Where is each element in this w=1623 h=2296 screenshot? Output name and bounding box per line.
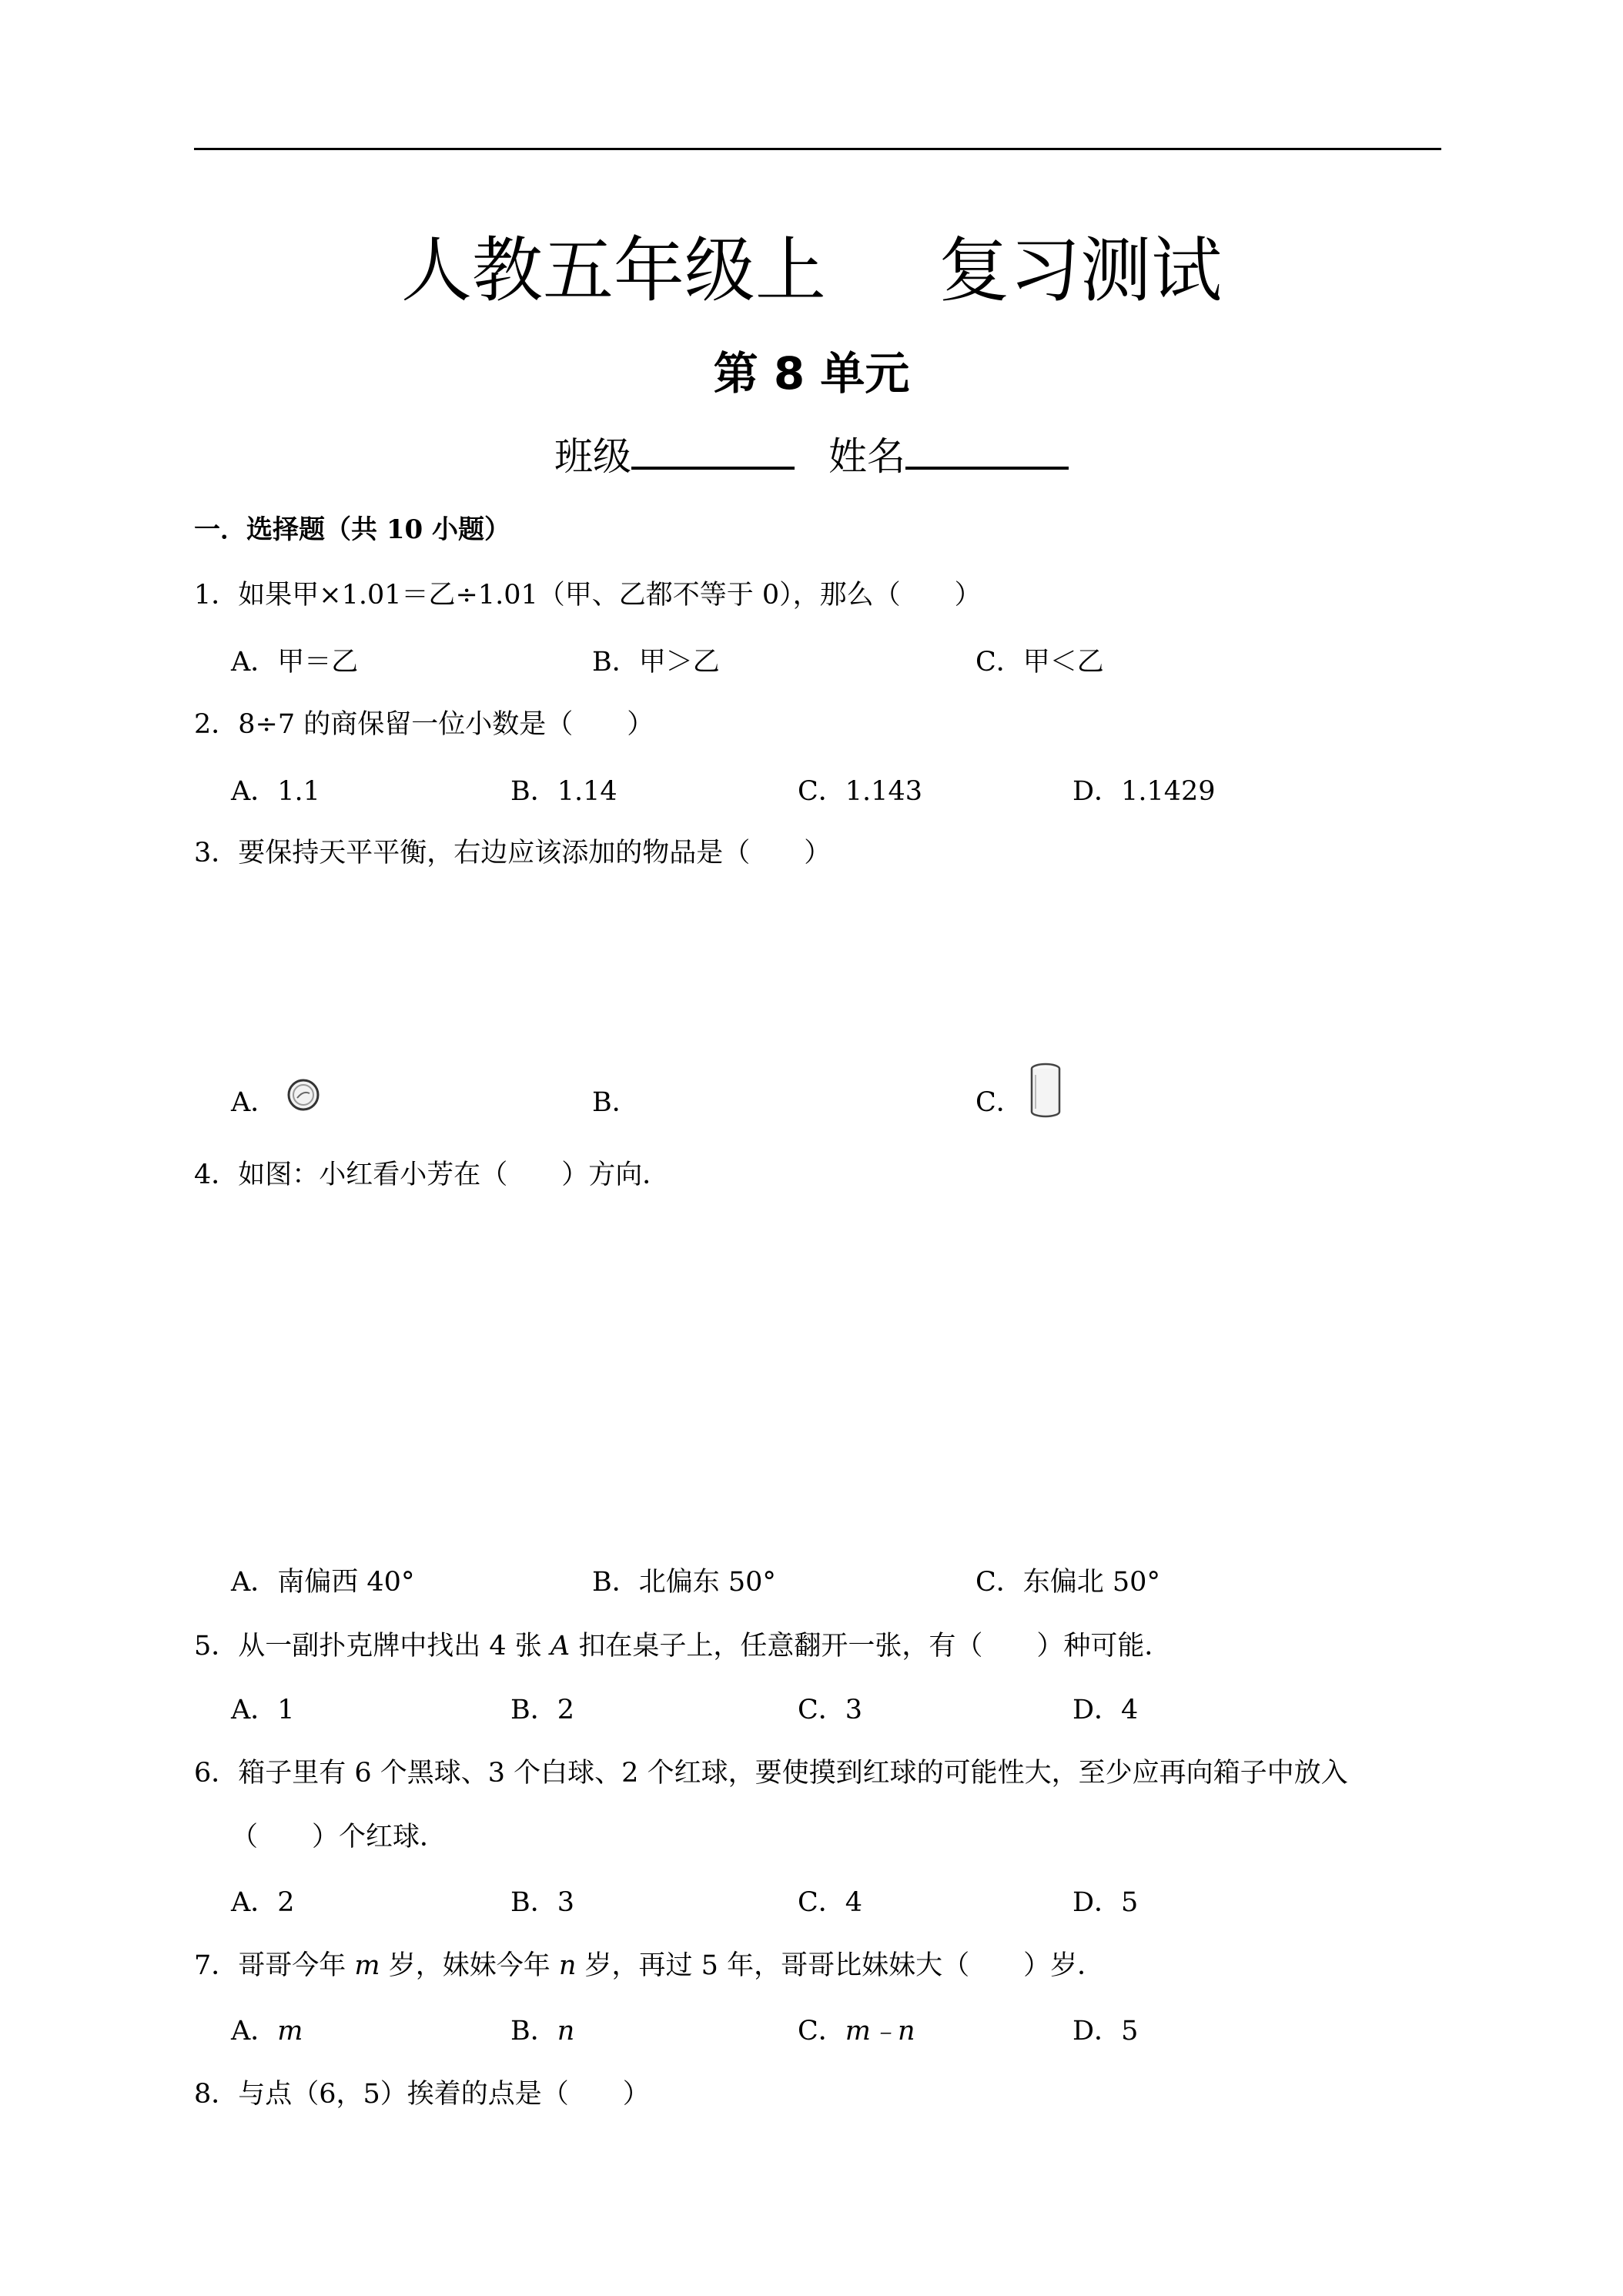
- q6-option-d[interactable]: D．5: [1073, 1887, 1139, 1918]
- class-blank[interactable]: [631, 431, 795, 470]
- q3-option-b[interactable]: B．: [592, 1087, 639, 1118]
- q7-option-c[interactable]: [798, 2010, 915, 2048]
- q7-b-label: B．: [510, 2016, 557, 2047]
- q4-option-c[interactable]: C．东偏北 50°: [975, 1567, 1160, 1598]
- q2-option-b[interactable]: B．1.14: [510, 776, 617, 807]
- q1-option-a[interactable]: A．甲＝乙: [231, 647, 359, 678]
- q1-option-b[interactable]: B．甲＞乙: [592, 647, 720, 678]
- q4-option-a[interactable]: A．南偏西 40°: [231, 1567, 415, 1598]
- q1-option-c[interactable]: C．甲＜乙: [975, 647, 1104, 678]
- q7-a-value: m: [277, 2016, 303, 2047]
- name-label: 姓名: [828, 434, 905, 479]
- name-blank[interactable]: [905, 431, 1069, 470]
- class-name-line: [0, 426, 1623, 481]
- ball-icon: [285, 1076, 322, 1113]
- q3-option-c[interactable]: C．: [975, 1087, 1023, 1118]
- q5-option-b[interactable]: B．2: [510, 1695, 574, 1725]
- q5-option-d[interactable]: D．4: [1073, 1695, 1139, 1725]
- q7-var-m: m: [354, 1950, 380, 1981]
- question-3: 3．要保持天平平衡，右边应该添加的物品是（ ）: [194, 838, 832, 869]
- q3-option-a[interactable]: A．: [231, 1087, 278, 1118]
- class-label: 班级: [554, 434, 631, 479]
- q5-stem-start: 5．从一副扑克牌中找出 4 张: [194, 1631, 550, 1662]
- question-1: 1．如果甲×1.01＝乙÷1.01（甲、乙都不等于 0），那么（ ）: [194, 580, 982, 611]
- q5-stem-end: 扣在桌子上，任意翻开一张，有（ ）种可能．: [570, 1631, 1172, 1662]
- section-heading: 一．选择题（共 10 小题）: [194, 514, 510, 545]
- header-rule: [194, 148, 1441, 150]
- q2-option-c[interactable]: C．1.143: [798, 776, 922, 807]
- q7-option-a[interactable]: [231, 2010, 303, 2048]
- q7-stem-a: 7．哥哥今年: [194, 1950, 355, 1981]
- q6-option-c[interactable]: C．4: [798, 1887, 863, 1918]
- q7-d-label: D．: [1073, 2016, 1122, 2047]
- q7-c-value: m﹣n: [845, 2016, 915, 2047]
- question-6: 6．箱子里有 6 个黑球、3 个白球、2 个红球，要使摸到红球的可能性大，至少应再向箱子中放入: [194, 1758, 1348, 1789]
- q5-variable: A: [550, 1631, 571, 1662]
- page-title: 人教五年级上 复习测试: [400, 229, 1223, 312]
- q6-option-b[interactable]: B．3: [510, 1887, 574, 1918]
- question-4: 4．如图：小红看小芳在（ ）方向．: [194, 1160, 670, 1190]
- question-8: 8．与点（6，5）挨着的点是（ ）: [194, 2079, 650, 2110]
- question-5: [194, 1625, 1171, 1663]
- q7-c-label: C．: [798, 2016, 845, 2047]
- question-7: [194, 1944, 1104, 1983]
- q2-option-a[interactable]: A．1.1: [231, 776, 320, 807]
- q7-b-value: n: [557, 2016, 575, 2047]
- q7-option-b[interactable]: [510, 2010, 574, 2048]
- q5-option-a[interactable]: A．1: [231, 1695, 295, 1725]
- question-2: 2．8÷7 的商保留一位小数是（ ）: [194, 709, 654, 740]
- q7-d-value: 5: [1121, 2016, 1139, 2047]
- q2-option-d[interactable]: D．1.1429: [1073, 776, 1216, 807]
- q7-a-label: A．: [231, 2016, 278, 2047]
- unit-subtitle: 第 8 单元: [713, 347, 910, 400]
- q5-option-c[interactable]: C．3: [798, 1695, 863, 1725]
- q7-var-n: n: [558, 1950, 577, 1981]
- q7-stem-c: 岁，再过 5 年，哥哥比妹妹大（ ）岁．: [576, 1950, 1105, 1981]
- q6-option-a[interactable]: A．2: [231, 1887, 295, 1918]
- q7-option-d[interactable]: [1073, 2010, 1138, 2048]
- q7-stem-b: 岁，妹妹今年: [380, 1950, 559, 1981]
- cylinder-icon: [1028, 1061, 1063, 1121]
- q4-option-b[interactable]: B．北偏东 50°: [592, 1567, 776, 1598]
- question-6-continued: （ ）个红球．: [231, 1822, 447, 1853]
